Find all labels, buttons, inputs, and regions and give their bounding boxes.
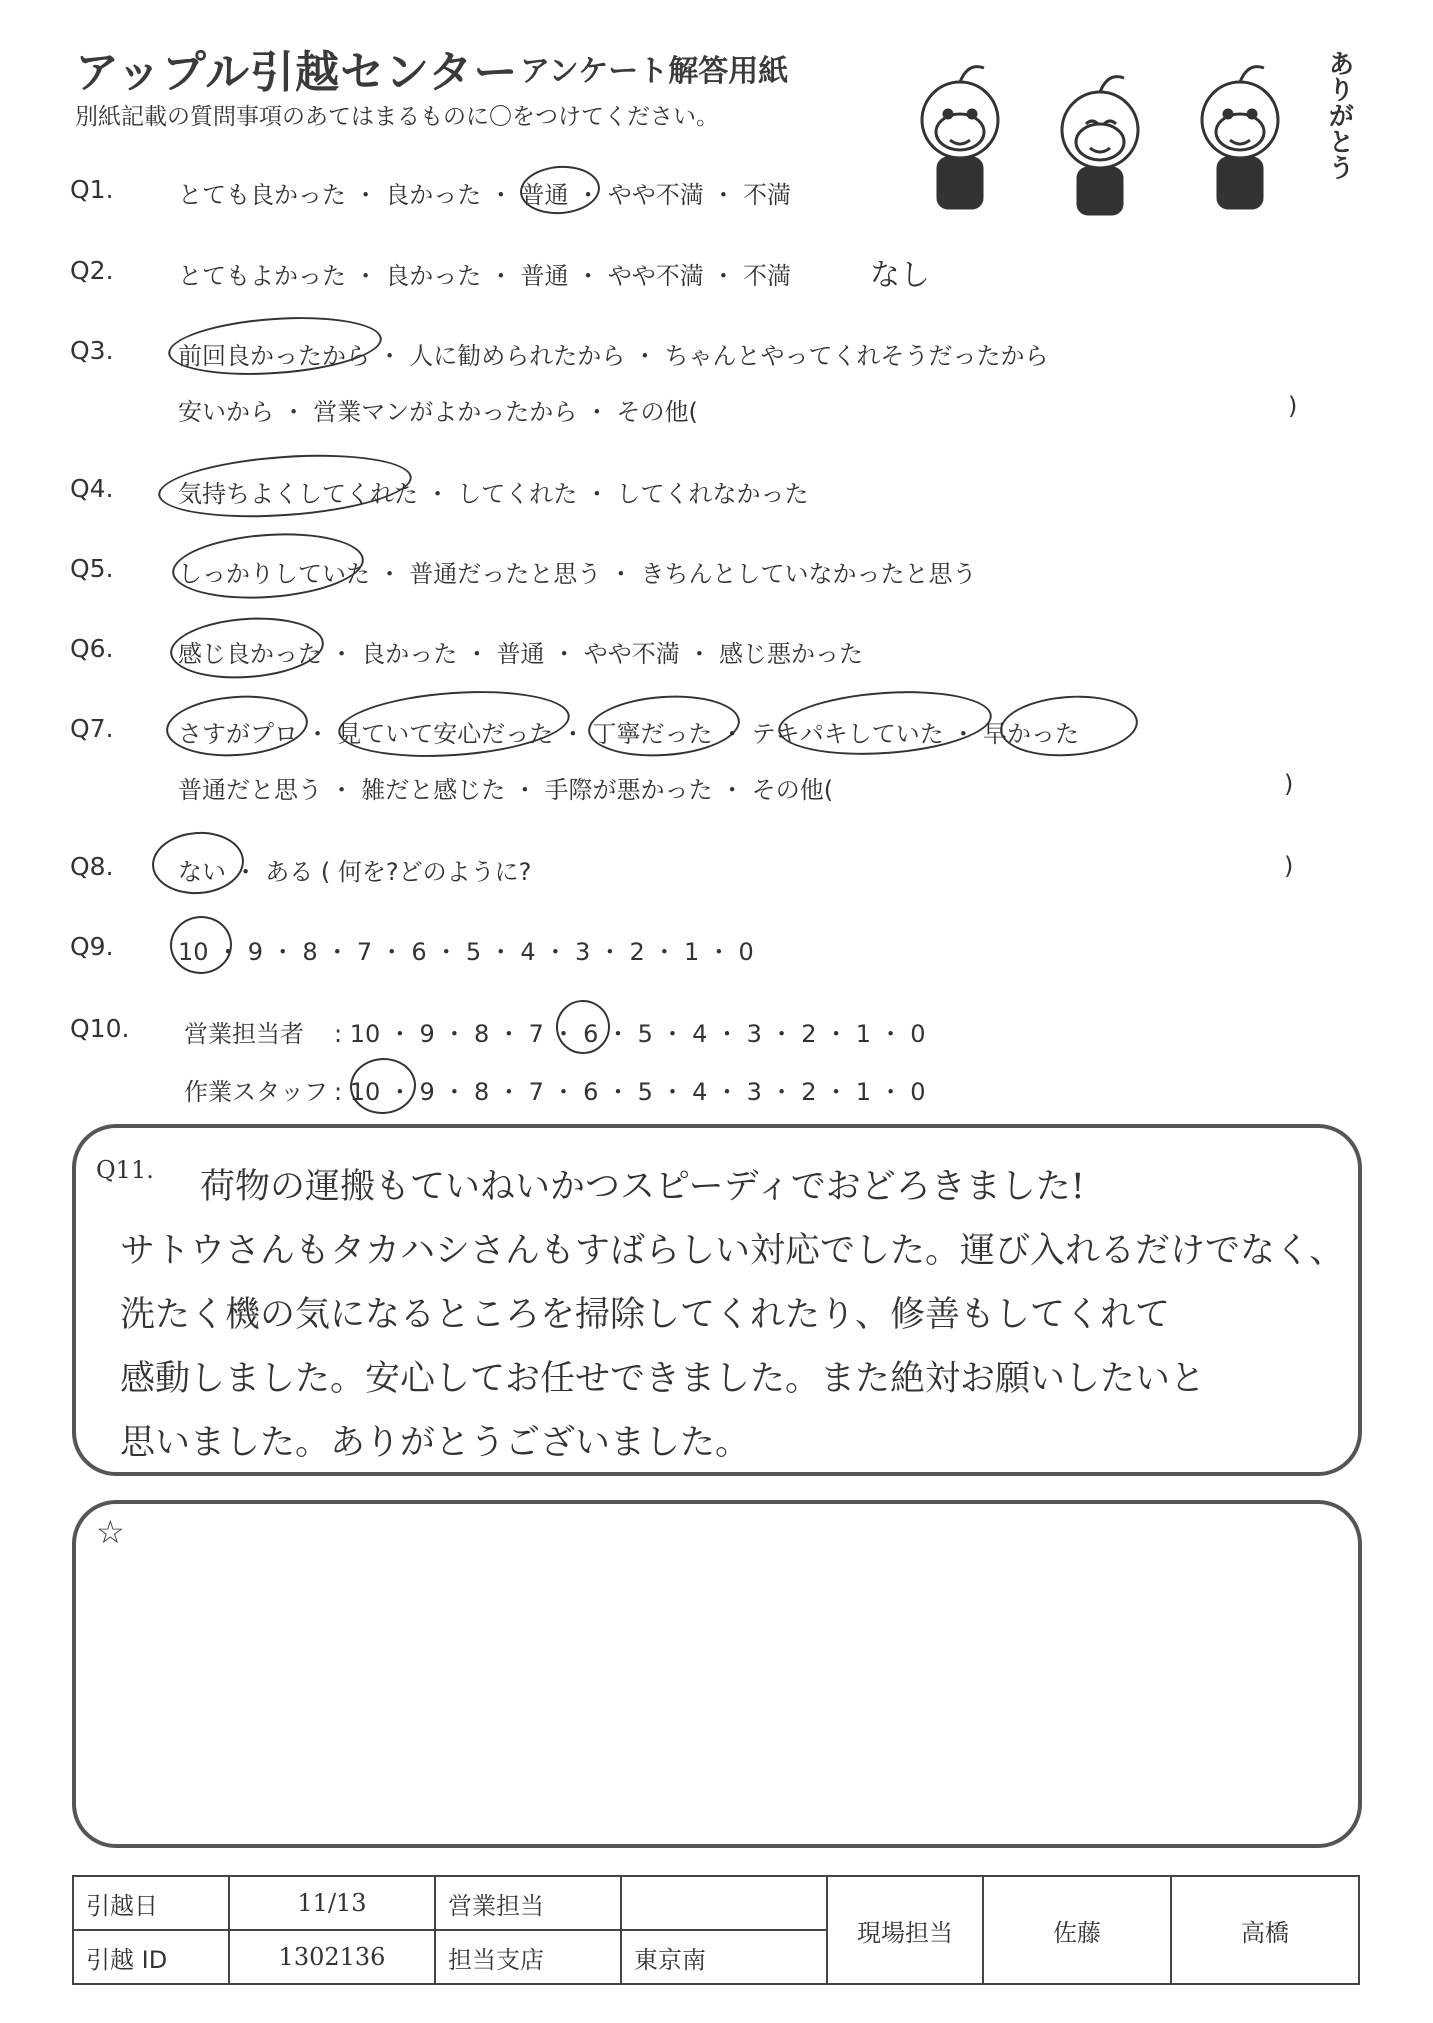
move-date-label: 引越日 <box>73 1876 229 1930</box>
sales-rep-value <box>621 1876 827 1930</box>
q8-paren-close: ) <box>1284 852 1294 880</box>
q5-answer-circle <box>170 527 366 604</box>
q4-answer-circle <box>156 447 414 525</box>
move-info-table <box>72 1875 1360 1985</box>
q10-sales-scale: : 10 ・ 9 ・ 8 ・ 7 ・ 6 ・ 5 ・ 4 ・ 3 ・ 2 ・ 1 ・ 0 <box>334 1020 926 1048</box>
q11-line: 洗たく機の気になるところを掃除してくれたり、修善もしてくれて <box>120 1295 1171 1335</box>
q2-options: とてもよかった ・ 良かった ・ 普通 ・ やや不満 ・ 不満 <box>178 262 792 290</box>
q1-label: Q1. <box>70 175 114 204</box>
q1-options: とても良かった ・ 良かった ・ 普通 ・ やや不満 ・ 不満 <box>178 181 792 209</box>
onsite-staff-2: 高橋 <box>1171 1876 1359 1984</box>
q3-label: Q3. <box>70 336 114 365</box>
form-subtitle: アンケート解答用紙 <box>520 54 789 89</box>
q6-answer-circle <box>168 613 326 684</box>
q7-paren-close: ) <box>1284 770 1294 798</box>
q6-options: 感じ良かった ・ 良かった ・ 普通 ・ やや不満 ・ 感じ悪かった <box>178 640 864 668</box>
onsite-staff-1: 佐藤 <box>983 1876 1171 1984</box>
q7-answer-circle-2 <box>336 684 572 764</box>
q10-label: Q10. <box>70 1014 130 1043</box>
q11-label: Q11. <box>96 1156 154 1184</box>
q3-options-line2: 安いから ・ 営業マンがよかったから ・ その他( <box>178 398 698 426</box>
sales-rep-label: 営業担当 <box>435 1876 621 1930</box>
q11-line: 思いました。ありがとうございました。 <box>120 1423 751 1463</box>
company-title: アップル引越センター <box>75 47 519 98</box>
q9-label: Q9. <box>70 932 114 961</box>
q10-staff-label: 作業スタッフ <box>184 1078 328 1106</box>
q10-staff-answer-circle <box>348 1056 418 1116</box>
q10-staff-scale: : 10 ・ 9 ・ 8 ・ 7 ・ 6 ・ 5 ・ 4 ・ 3 ・ 2 ・ 1 ・ 0 <box>334 1078 926 1106</box>
q10-sales-label: 営業担当者 <box>184 1020 304 1048</box>
mascot-illustration <box>900 40 1370 220</box>
q9-scale: 10 ・ 9 ・ 8 ・ 7 ・ 6 ・ 5 ・ 4 ・ 3 ・ 2 ・ 1 ・ 0 <box>178 938 754 966</box>
move-id-label: 引越 ID <box>73 1930 229 1984</box>
q2-label: Q2. <box>70 256 114 285</box>
q8-options: ない ・ ある ( 何を?どのように? <box>178 858 532 886</box>
free-comment-box <box>72 1500 1362 1848</box>
move-id-value: 1302136 <box>229 1930 435 1984</box>
q3-paren-close: ) <box>1288 392 1298 420</box>
q4-label: Q4. <box>70 474 114 503</box>
q6-label: Q6. <box>70 634 114 663</box>
q11-line: 感動しました。安心してお任せできました。また絶対お願いしたいと <box>120 1359 1206 1399</box>
branch-label: 担当支店 <box>435 1930 621 1984</box>
instruction-text: 別紙記載の質問事項のあてはまるものに〇をつけてください。 <box>75 104 719 130</box>
q7-options-line1: さすがプロ ・ 見ていて安心だった ・ 丁寧だった ・ テキパキしていた ・ 早かった <box>178 720 1080 748</box>
onsite-staff-label: 現場担当 <box>827 1876 983 1984</box>
q2-handwritten-note: なし <box>870 258 930 293</box>
q5-options: しっかりしていた ・ 普通だったと思う ・ きちんとしていなかったと思う <box>178 560 977 588</box>
branch-value: 東京南 <box>621 1930 827 1984</box>
mascot-thanks-text: ありがとう <box>1324 50 1354 180</box>
q7-label: Q7. <box>70 714 114 743</box>
q11-line: 荷物の運搬もていねいかつスピーディでおどろきました! <box>200 1167 1085 1207</box>
q7-answer-circle-4 <box>776 685 994 762</box>
q5-label: Q5. <box>70 554 114 583</box>
q11-line: サトウさんもタカハシさんもすばらしい対応でした。運び入れるだけでなく、 <box>120 1231 1345 1271</box>
move-date-value: 11/13 <box>229 1876 435 1930</box>
q8-label: Q8. <box>70 852 114 881</box>
q7-answer-circle-3 <box>586 691 742 761</box>
q3-options-line1: 前回良かったから ・ 人に勧められたから ・ ちゃんとやってくれそうだったから <box>178 342 1049 370</box>
q7-answer-circle-1 <box>164 691 310 761</box>
q4-options: 気持ちよくしてくれた ・ してくれた ・ してくれなかった <box>178 480 809 508</box>
q7-answer-circle-5 <box>998 691 1140 760</box>
star-icon: ☆ <box>96 1513 125 1551</box>
q7-options-line2: 普通だと思う ・ 雑だと感じた ・ 手際が悪かった ・ その他( <box>178 776 834 804</box>
